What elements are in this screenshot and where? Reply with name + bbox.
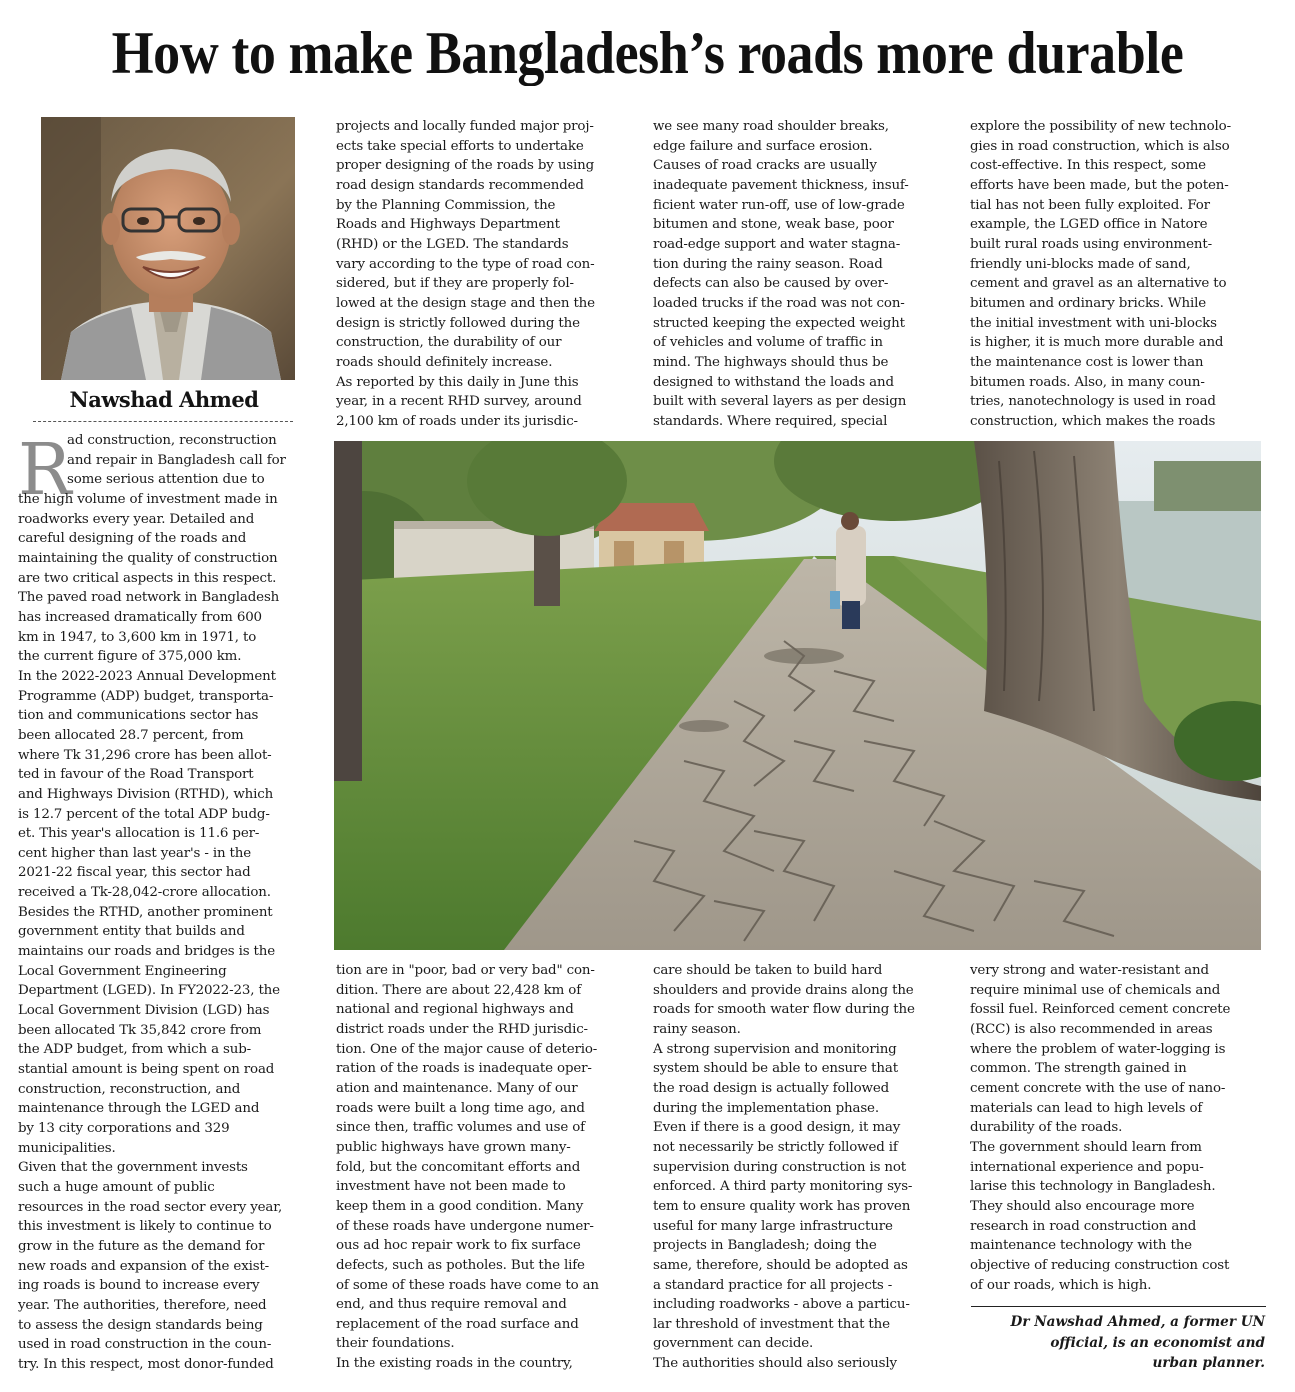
author-name: Nawshad Ahmed [69, 387, 259, 412]
bio-divider [971, 1306, 1266, 1307]
column-4-top: explore the possibility of new technolo- gies in road construction, which is also cost-effective. In this respect, some efforts have been made, but the poten- tial has not been fully exploited. For example, the LGED office in Natore built rural roads using environment- friendly uni-blocks made of sand, cement and gravel as an alternative to bitumen and ordinary bricks. While the initial investment with uni-blocks is higher, it is much more durable and the maintenance cost is lower than bitumen roads. Also, in many coun- tries, nanotechnology is used in road construction, which makes the roads [970, 119, 1231, 429]
column-3-bottom: care should be taken to build hard shoulders and provide drains along the roads for smooth water flow during the rainy season. A strong supervision and monitoring system should be able to ensure that the road design is actually followed during the implementation phase. Even if there is a good design, it may not necessarily be strictly followed if supervision during construction is not enforced. A third party monitoring sys- tem to ensure quality work has proven useful for many large infrastructure projects in Bangladesh; doing the same, therefore, should be adopted as a standard practice for all projects - including roadworks - above a particu- lar threshold of investment that the government can decide. The authorities should also seriously [653, 963, 915, 1372]
column-2-top: projects and locally funded major proj- ects take special efforts to undertake proper designing of the roads by using road design standards recommended by the Planning Commission, the Roads and Highways Department (RHD) or the LGED. The standards vary according to the type of road con- sidered, but if they are properly fol- lowed at the design stage and then the design is strictly followed during the construction, the durability of our roads should definitely increase. As reported by this daily in June this year, in a recent RHD survey, around 2,100 km of roads under its jurisdic- [336, 119, 595, 429]
drop-cap: R [18, 428, 72, 511]
cracked-road-photo [334, 441, 1261, 950]
column-4-bottom: very strong and water-resistant and require minimal use of chemicals and fossil fuel. Reinforced cement concrete (RCC) is also recommended in areas where the problem of water-logging is common. The strength gained in cement concrete with the use of nano- materials can lead to high levels of durability of the roads. The government should learn from international experience and popu- larise this technology in Bangladesh. They should also encourage more research in road construction and maintenance technology with the objective of reducing construction cost of our roads, which is high. [970, 963, 1231, 1293]
headline: How to make Bangladesh’s roads more durable [111, 20, 1184, 86]
author-photo [41, 117, 295, 380]
column-1-body: the high volume of investment made in roadworks every year. Detailed and careful designing of the roads and maintaining the quality of construction are two critical aspects in this respect. The paved road network in Bangladesh has increased dramatically from 600 km in 1947, to 3,600 km in 1971, to the current figure of 375,000 km. In the 2022-2023 Annual Development Programme (ADP) budget, transporta- tion and communications sector has been allocated 28.7 percent, from where Tk 31,296 crore has been allot- ted in favour of the Road Transport and Highways Division (RTHD), which is 12.7 percent of the total ADP budg- et. This year's allocation is 11.6 per- cent higher than last year's - in the 2021-22 fiscal year, this sector had received a Tk-28,042-crore allocation. Besides the RTHD, another prominent government entity that builds and maintains our roads and bridges is the Local Government Engineering Department (LGED). In FY2022-23, the Local Government Division (LGD) has been allocated Tk 35,842 crore from the ADP budget, from which a sub- stantial amount is being spent on road construction, reconstruction, and maintenance through the LGED and by 13 city corporations and 329 municipalities. Given that the government invests such a huge amount of public resources in the road sector every year, this investment is likely to continue to grow in the future as the demand for new roads and expansion of the exist- ing roads is bound to increase every year. The authorities, therefore, need to assess the design standards being used in road construction in the coun- try. In this respect, most donor-funded [18, 492, 283, 1372]
column-1-intro: ad construction, reconstruction and repair in Bangladesh call for some serious attention due to [67, 433, 286, 488]
column-2-bottom: tion are in "poor, bad or very bad" con- dition. There are about 22,428 km of national and regional highways and district roads under the RHD jurisdic- tion. One of the major cause of deterio- ration of the roads is inadequate oper- ation and maintenance. Many of our roads were built a long time ago, and since then, traffic volumes and use of public highways have grown many- fold, but the concomitant efforts and investment have not been made to keep them in a good condition. Many of these roads have undergone numer- ous ad hoc repair work to fix surface defects, such as potholes. But the life of some of these roads have come to an end, and thus require removal and replacement of the road surface and their foundations. In the existing roads in the country, [336, 963, 599, 1372]
author-divider [33, 421, 293, 422]
column-3-top: we see many road shoulder breaks, edge failure and surface erosion. Causes of road cracks are usually inadequate pavement thickness, insuf- ficient water run-off, use of low-grade bitumen and stone, weak base, poor road-edge support and water stagna- tion during the rainy season. Road defects can also be caused by over- loaded trucks if the road was not con- structed keeping the expected weight of vehicles and volume of traffic in mind. The highways should thus be designed to withstand the loads and built with several layers as per design standards. Where required, special [653, 119, 909, 429]
author-bio: Dr Nawshad Ahmed, a former UN official, is an economist and urban planner. [1010, 1314, 1265, 1371]
